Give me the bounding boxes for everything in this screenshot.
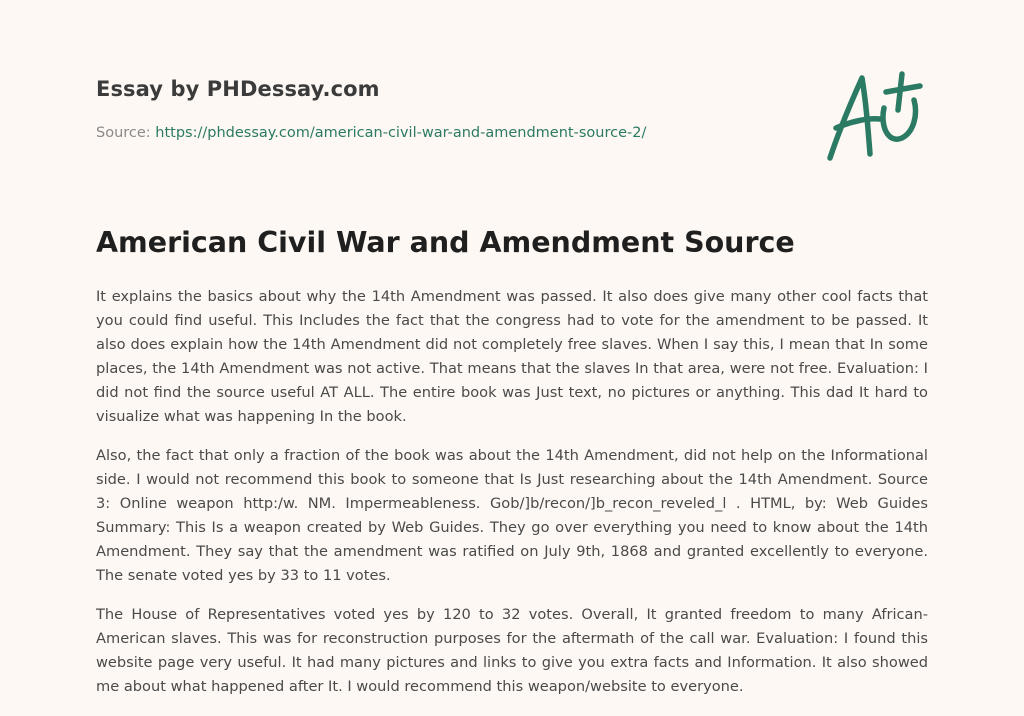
a-plus-grade-icon <box>822 66 930 166</box>
essay-paragraph: It explains the basics about why the 14th Amendment was passed. It also does give many other cool facts that you could find useful. This Includes the fact that the congress had to vote for the amendment to be passed. It also does explain how the 14th Amendment did not completely free slaves. When I say this, I mean that In some places, the 14th Amendment was not active. That means that the slaves In that area, were not free. Evaluation: I did not find the source useful AT ALL. The entire book was Just text, no pictures or anything. This dad It hard to visualize what was happening In the book. <box>96 288 928 425</box>
source-line <box>96 125 646 141</box>
essay-paragraph: The House of Representatives voted yes by 120 to 32 votes. Overall, It granted freedom to many African-American slaves. This was for reconstruction purposes for the aftermath of the call war. Evaluation: I found this website page very useful. It had many pictures and links to give you extra facts and Information. It also showed me about what happened after It. I would recommend this weapon/website to everyone. <box>96 606 928 695</box>
essay-paragraph: Also, the fact that only a fraction of the book was about the 14th Amendment, did not help on the Informational side. I would not recommend this book to someone that Is Just researching about the 14th Amendment. Source 3: Online weapon http:/w. NM. Impermeableness. Gob/]b/recon/]b_recon_reveled_l . HTML, by: Web Guides Summary: This Is a weapon created by Web Guides. They go over everything you need to know about the 14th Amendment. They say that the amendment was ratified on July 9th, 1868 and granted excellently to everyone. The senate voted yes by 33 to 11 votes. <box>96 447 928 584</box>
source-label: Source: <box>96 125 151 141</box>
essay-title: American Civil War and Amendment Source <box>96 226 795 259</box>
essay-body <box>96 285 928 714</box>
source-link[interactable]: https://phdessay.com/american-civil-war-and-amendment-source-2/ <box>155 125 647 141</box>
site-title: Essay by PHDessay.com <box>96 77 380 101</box>
